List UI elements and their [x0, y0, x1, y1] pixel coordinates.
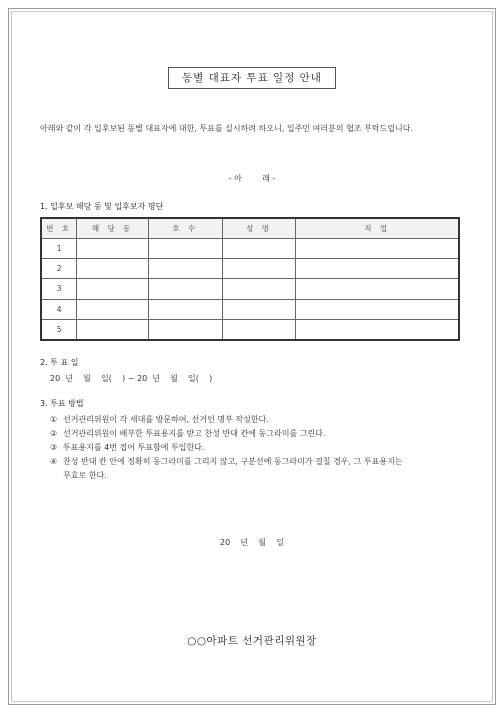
row-number: 5 — [41, 320, 77, 340]
table-row — [41, 320, 459, 340]
cell-building[interactable] — [77, 279, 149, 299]
cell-unit[interactable] — [149, 299, 223, 319]
row-number: 3 — [41, 279, 77, 299]
cell-name[interactable] — [222, 258, 296, 278]
candidate-table — [40, 217, 460, 341]
document-title: 동별 대표자 투표 일정 안내 — [168, 67, 336, 89]
cell-occupation[interactable] — [296, 279, 459, 299]
cell-occupation[interactable] — [296, 258, 459, 278]
section-candidates-heading: 1. 입후보 해당 동 및 입후보자 명단 — [40, 202, 164, 211]
cell-building[interactable] — [77, 258, 149, 278]
issuer-signature: ○○아파트 선거관리위원장 — [187, 635, 317, 647]
cell-building[interactable] — [77, 299, 149, 319]
intro-paragraph: 아래와 같이 각 입후보된 동별 대표자에 대한, 투표를 실시하려 하오니, 입주민 여러분의 협조 부탁드립니다. — [40, 124, 413, 133]
list-item-continuation — [50, 469, 465, 483]
vote-period: 20 년 월 일( ) ~ 20 년 월 일( ) — [50, 374, 213, 383]
table-row — [41, 258, 459, 278]
cell-name[interactable] — [222, 279, 296, 299]
cell-name[interactable] — [222, 320, 296, 340]
list-item — [50, 455, 465, 469]
section-vote-method-heading: 3. 투표 방법 — [40, 399, 84, 408]
section-vote-date-heading: 2. 투 표 일 — [40, 358, 79, 367]
vote-method-list — [50, 413, 465, 483]
table-header-row — [41, 218, 459, 238]
row-number: 1 — [41, 238, 77, 258]
column-header-unit: 호 수 — [149, 218, 223, 238]
cell-occupation[interactable] — [296, 320, 459, 340]
step-text: 선거관리위원이 배부한 투표용지를 받고 찬성 반대 칸에 동그라미를 그린다. — [63, 429, 326, 438]
cell-occupation[interactable] — [296, 299, 459, 319]
step-text: 찬성 반대 칸 안에 정확히 동그라미를 그리지 않고, 구분선에 동그라미가 걸칠 경우, 그 투표용지는 — [63, 457, 403, 466]
cell-name[interactable] — [222, 299, 296, 319]
step-number: ④ — [50, 457, 58, 466]
cell-building[interactable] — [77, 320, 149, 340]
cell-name[interactable] — [222, 238, 296, 258]
column-header-occupation: 직 업 — [296, 218, 459, 238]
column-header-building: 해 당 동 — [77, 218, 149, 238]
cell-unit[interactable] — [149, 238, 223, 258]
table-row — [41, 238, 459, 258]
row-number: 4 — [41, 299, 77, 319]
notice-heading: - 아 래 - — [228, 174, 276, 183]
step-number: ② — [50, 429, 58, 438]
table-row — [41, 279, 459, 299]
cell-unit[interactable] — [149, 258, 223, 278]
cell-unit[interactable] — [149, 320, 223, 340]
table-row — [41, 299, 459, 319]
list-item — [50, 413, 465, 427]
cell-occupation[interactable] — [296, 238, 459, 258]
step-number: ③ — [50, 443, 58, 452]
list-item — [50, 441, 465, 455]
step-text: 선거관리위원이 각 세대를 방문하여, 선거인 명부 작성한다. — [63, 415, 269, 424]
step-number: ① — [50, 415, 58, 424]
column-header-number: 번 호 — [41, 218, 77, 238]
step-text-continuation: 무효로 한다. — [63, 471, 107, 480]
issue-date: 20 년 월 일 — [220, 538, 284, 547]
cell-building[interactable] — [77, 238, 149, 258]
list-item — [50, 427, 465, 441]
row-number: 2 — [41, 258, 77, 278]
cell-unit[interactable] — [149, 279, 223, 299]
page-frame — [8, 8, 496, 705]
column-header-name: 성 명 — [222, 218, 296, 238]
step-text: 투표용지를 4번 접어 투표함에 투입한다. — [63, 443, 205, 452]
